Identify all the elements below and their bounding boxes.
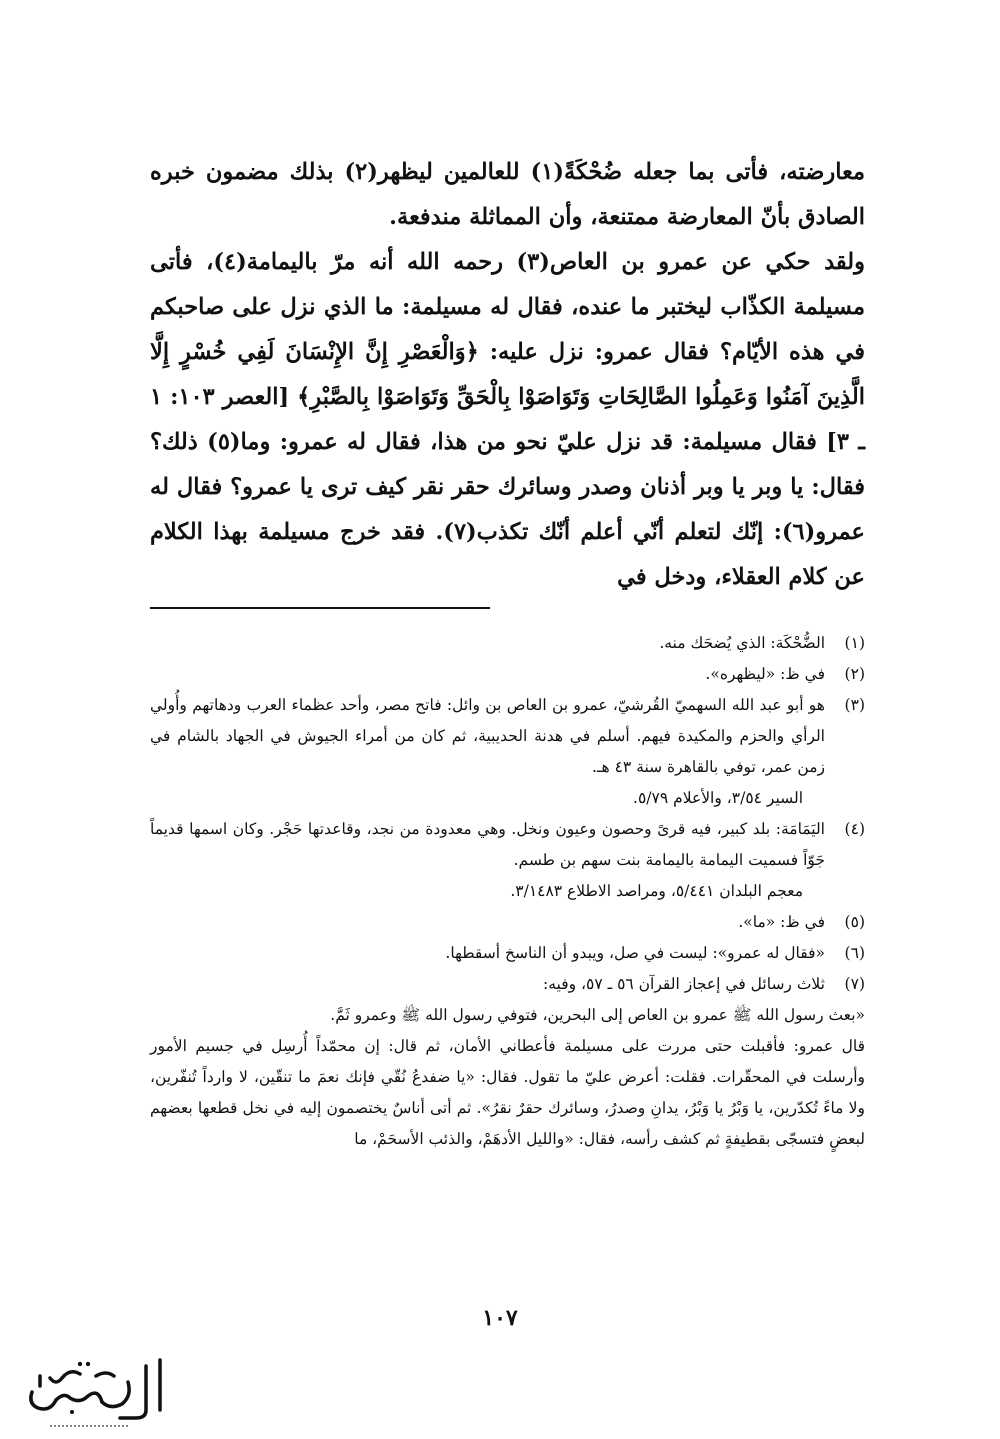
footnote-number: (٧): [844, 975, 865, 993]
footnote-7: [150, 969, 865, 1000]
footnote-reference: معجم البلدان ٥/٤٤١، ومراصد الاطلاع ٣/١٤٨٣.: [510, 882, 803, 900]
footnote-2: [150, 659, 865, 690]
footnote-separator: [150, 607, 490, 609]
footnote-number: (٤): [844, 820, 865, 838]
footnote-text: الضُّحْكَة: الذي يُضحَك منه.: [659, 634, 825, 652]
footnote-text: «فقال له عمرو»: ليست في صل، ويبدو أن الناسخ أسقطها.: [445, 944, 825, 962]
footnotes: [150, 628, 865, 1155]
quote-line: «بعث رسول الله ﷺ عمرو بن العاص إلى البحرين، فتوفي رسول الله ﷺ وعمرو ثَمَّ.: [330, 1006, 865, 1024]
footnote-number: (١): [844, 634, 865, 652]
quote-line: قال عمرو: فأقبلت حتى مررت على مسيلمة فأعطاني الأمان، ثم قال: إن محمّداً أُرسِل في جسيم الأمور وأرسلت في المحقّرات. فقلت: أعرض عليّ ما تقول. فقال: «يا ضفدعُ نُقّي فإنك نعمَ ما تنقّين، لا وارداً تُنفّرين، ولا ماءً تُكدّرين، يا وَبْرُ يا وَبْرُ، يدانِ وصدرُ، وسائرك حقرٌ نقرُ». ثم أتى أناسٌ يختصمون إليه في نخل قطعها بعضهم لبعضٍ فتسجّى بقطيفةٍ ثم كشف رأسه، فقال: «والليل الأدهَمْ، والذئب الأسحَمْ، ما: [150, 1037, 865, 1148]
footnote-number: (٢): [844, 665, 865, 683]
footnote-number: (٦): [844, 944, 865, 962]
footnote-text: ثلاث رسائل في إعجاز القرآن ٥٦ ـ ٥٧، وفيه:: [542, 975, 825, 993]
footnote-6: [150, 938, 865, 969]
footnote-4: [150, 814, 865, 907]
page-number: ١٠٧: [482, 1305, 518, 1331]
footnote-number: (٥): [844, 913, 865, 931]
footnote-3: [150, 690, 865, 814]
footnote-text: في ظ: «ما».: [738, 913, 825, 931]
main-paragraph-2: ولقد حكي عن عمرو بن العاص(٣) رحمه الله أنه مرّ باليمامة(٤)، فأتى مسيلمة الكذّاب ليختبر ما عنده، فقال له مسيلمة: ما الذي نزل على صاحبكم في هذه الأيّام؟ فقال عمرو: نزل عليه: ﴿وَالْعَصْرِ إِنَّ الإِنْسَانَ لَفِي خُسْرٍ إِلَّا الَّذِينَ آمَنُوا وَعَمِلُوا الصَّالِحَاتِ وَتَوَاصَوْا بِالْحَقِّ وَتَوَاصَوْا بِالصَّبْرِ﴾ [العصر ١٠٣: ١ ـ ٣] فقال مسيلمة: قد نزل عليّ نحو من هذا، فقال له عمرو: وما(٥) ذلك؟ فقال: يا وبر يا وبر أذنان وصدر وسائرك حقر نقر كيف ترى يا عمرو؟ فقال له عمرو(٦): إنّك لتعلم أنّي أعلم أنّك تكذب(٧). فقد خرج مسيلمة بهذا الكلام عن كلام العقلاء، ودخل في: [150, 249, 865, 590]
footnote-reference: السير ٣/٥٤، والأعلام ٥/٧٩.: [633, 789, 803, 807]
publisher-logo-icon: [10, 1352, 175, 1432]
main-text: [150, 150, 865, 600]
footnote-text: هو أبو عبد الله السهميّ القُرشيّ، عمرو بن العاص بن وائل: فاتح مصر، وأحد عظماء العرب ودهاتهم وأُولي الرأي والحزم والمكيدة فيهم. أسلم في هدنة الحديبية، ثم كان من أمراء الجيوش في الجهاد بالشام في زمن عمر، توفي بالقاهرة سنة ٤٣ هـ.: [150, 696, 825, 776]
footnote-1: [150, 628, 865, 659]
main-paragraph-1: معارضته، فأتى بما جعله ضُحْكَةً(١) للعالمين ليظهر(٢) بذلك مضمون خبره الصادق بأنّ المعارضة ممتنعة، وأن المماثلة مندفعة.: [150, 159, 865, 230]
footnote-quote: [150, 1000, 865, 1155]
footnote-text: اليَمَامَة: بلد كبير، فيه قرىً وحصون وعيون ونخل. وهي معدودة من نجد، وقاعدتها حَجْر. وكان اسمها قديماً جَوّاً فسميت اليمامة باليمامة بنت سهم بن طسم.: [150, 820, 825, 869]
footnote-5: [150, 907, 865, 938]
footnote-number: (٣): [844, 696, 865, 714]
footnote-text: في ظ: «ليظهره».: [705, 665, 825, 683]
